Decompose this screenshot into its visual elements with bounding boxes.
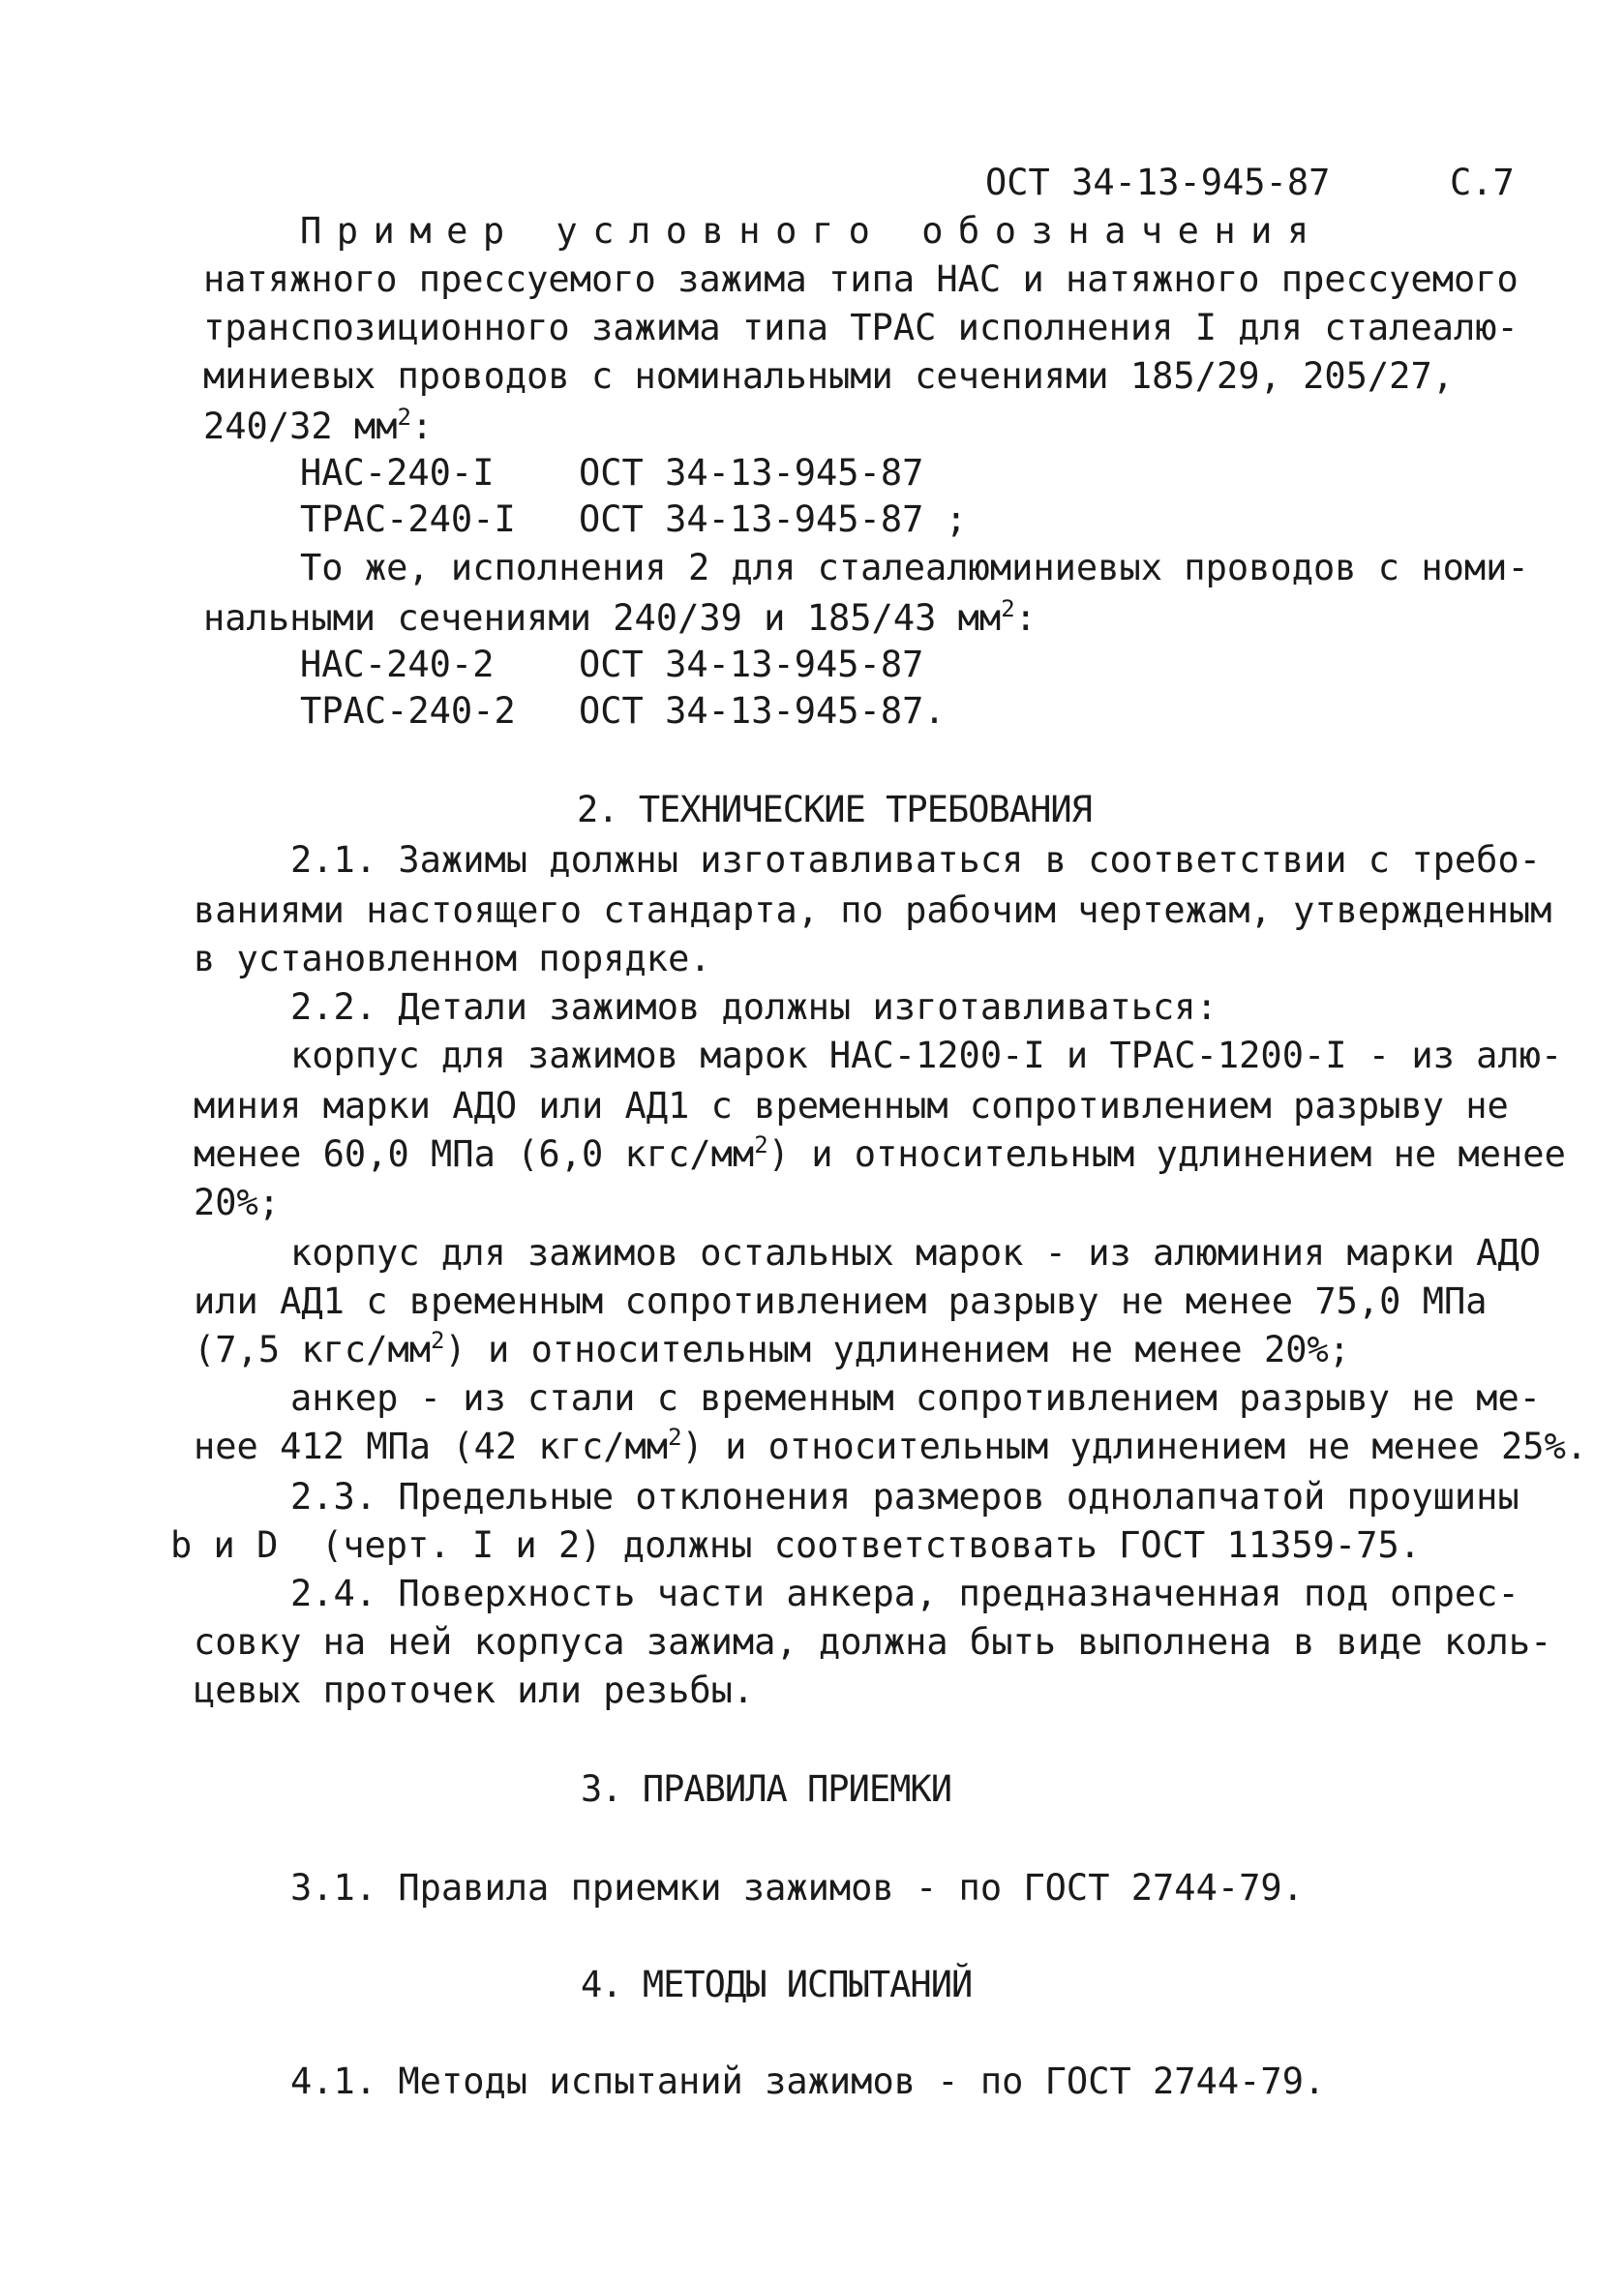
paragraph-2-4-line3: цевых проточек или резьбы. <box>194 1670 755 1711</box>
section-heading: 2. ТЕХНИЧЕСКИЕ ТРЕБОВАНИЯ <box>577 789 1092 830</box>
paragraph-2-2c-line1: анкер - из стали с временным сопротивлением разрыву не ме- <box>290 1377 1542 1419</box>
paragraph-2-2c-line2: нее 412 МПа (42 кгс/$мм^2$) и относительным удлинением не менее 25%. <box>194 1424 1588 1467</box>
example-para1-line1: натяжного прессуемого зажима типа НАС и натяжного прессуемого <box>203 258 1519 300</box>
paragraph-2-2b-line3: (7,5 кгс/$мм^2$) и относительным удлинением не менее 20%; <box>194 1327 1351 1370</box>
designation-standard: ОСТ 34-13-945-87 <box>579 644 924 685</box>
designation-standard: ОСТ 34-13-945-87 ; <box>579 498 967 540</box>
section-heading: 3. ПРАВИЛА ПРИЕМКИ <box>581 1768 951 1810</box>
paragraph-2-3-line2: b и D (черт. I и 2) должны соответствовать ГОСТ 11359-75. <box>170 1524 1422 1566</box>
designation-code: ТРАС-240-I <box>300 498 516 540</box>
designation-code: НАС-240-I <box>300 452 495 494</box>
paragraph-2-2a-line2: миния марки АДО или АД1 с временным сопротивлением разрыву не <box>194 1085 1509 1127</box>
paragraph-2-1-line1: 2.1. Зажимы должны изготавливаться в соответствии с требо- <box>290 839 1542 881</box>
page-number: С.7 <box>1450 162 1515 203</box>
example-para2-line1: То же, исполнения 2 для сталеалюминиевых проводов с номи- <box>300 547 1529 588</box>
paragraph-2-4-line2: совку на ней корпуса зажима, должна быть выполнена в виде коль- <box>194 1621 1552 1663</box>
example-para1-line4: 240/32 $мм^2$: <box>203 404 434 447</box>
paragraph-2-1-line3: в установленном порядке. <box>194 938 711 979</box>
designation-code: НАС-240-2 <box>300 644 495 685</box>
example-title: Пример условного обозначения <box>300 210 1324 252</box>
example-para2-line2: нальными сечениями 240/39 и 185/43 $мм^2$: <box>203 595 1037 639</box>
paragraph-3-1: 3.1. Правила приемки зажимов - по ГОСТ 2744-79. <box>290 1867 1304 1909</box>
paragraph-2-2a-line4: 20%; <box>194 1182 281 1223</box>
example-para1-line2: транспозиционного зажима типа ТРАС исполнения I для сталеалю- <box>203 307 1519 348</box>
document-code: ОСТ 34-13-945-87 <box>985 162 1331 203</box>
example-para1-line3: миниевых проводов с номинальными сечениями 185/29, 205/27, <box>203 355 1455 397</box>
paragraph-2-2a-line3: менее 60,0 МПа (6,0 кгс/$мм^2$) и относительным удлинением не менее <box>194 1131 1566 1175</box>
paragraph-2-3-line1: 2.3. Предельные отклонения размеров однолапчатой проушины <box>290 1476 1519 1518</box>
paragraph-4-1: 4.1. Методы испытаний зажимов - по ГОСТ 2744-79. <box>290 2061 1326 2102</box>
section-heading: 4. МЕТОДЫ ИСПЫТАНИЙ <box>581 1964 973 2005</box>
paragraph-2-2b-line1: корпус для зажимов остальных марок - из алюминия марки АДО <box>290 1232 1542 1274</box>
designation-standard: ОСТ 34-13-945-87. <box>579 690 946 732</box>
paragraph-2-4-line1: 2.4. Поверхность части анкера, предназначенная под опрес- <box>290 1573 1519 1614</box>
designation-standard: ОСТ 34-13-945-87 <box>579 452 924 494</box>
paragraph-2-2b-line2: или АД1 с временным сопротивлением разрыву не менее 75,0 МПа <box>194 1280 1488 1322</box>
paragraph-2-2: 2.2. Детали зажимов должны изготавливаться: <box>290 986 1218 1028</box>
paragraph-2-2a-line1: корпус для зажимов марок НАС-1200-I и ТРАС-1200-I - из алю- <box>290 1035 1563 1076</box>
designation-code: ТРАС-240-2 <box>300 690 516 732</box>
paragraph-2-1-line2: ваниями настоящего стандарта, по рабочим чертежам, утвержденным <box>194 889 1552 931</box>
